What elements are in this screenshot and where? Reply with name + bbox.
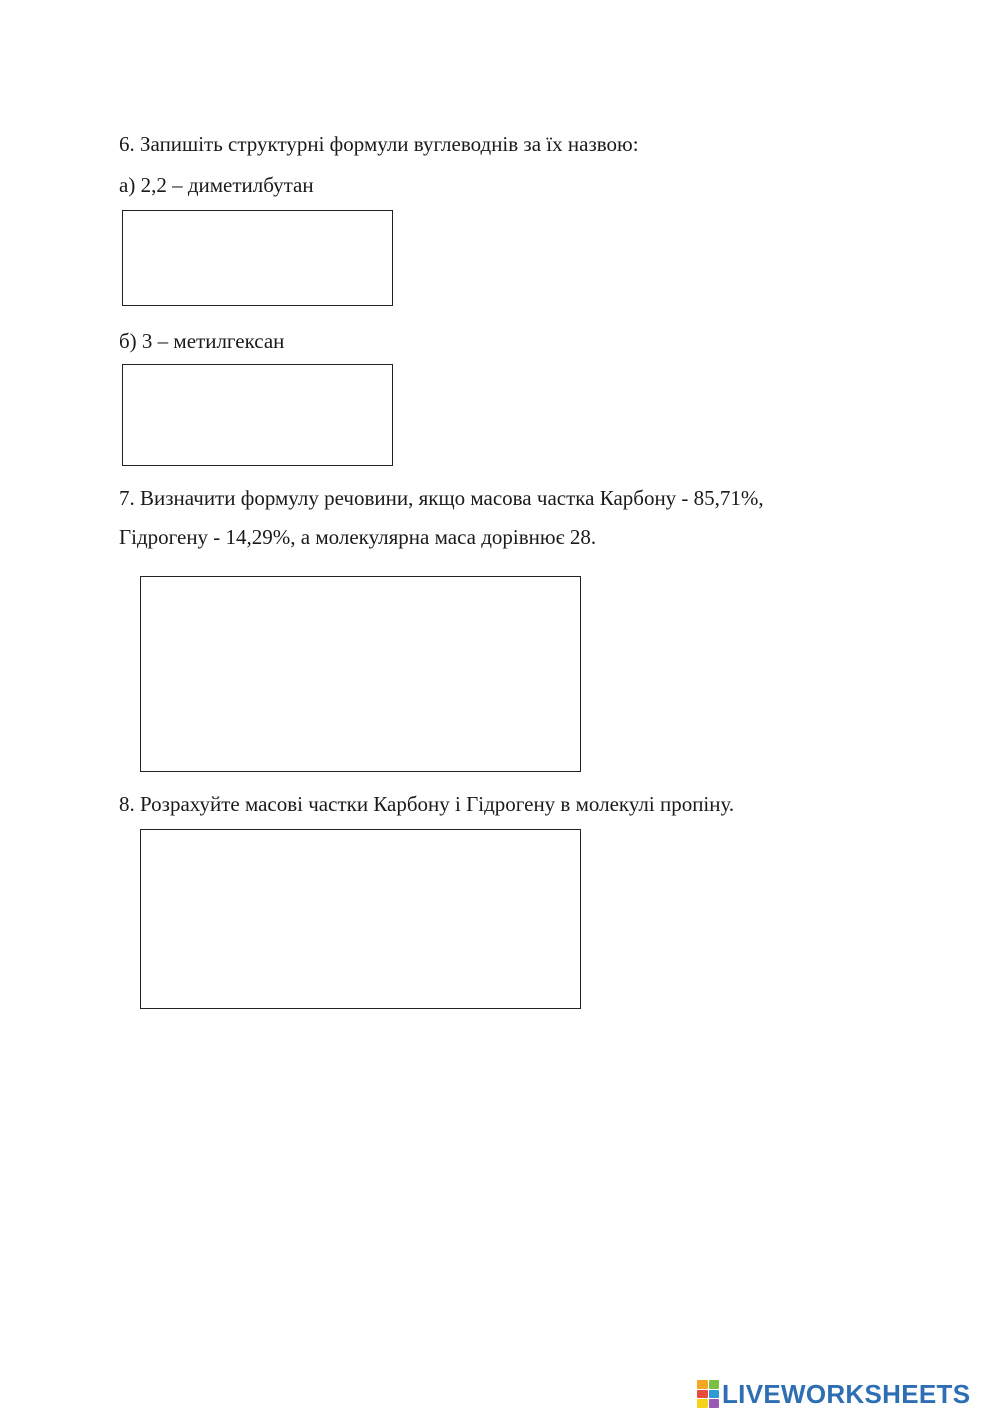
answer-box-7[interactable]	[140, 576, 581, 772]
question-7-line1: 7. Визначити формулу речовини, якщо масова частка Карбону - 85,71%,	[119, 486, 764, 510]
answer-box-8[interactable]	[140, 829, 581, 1009]
liveworksheets-logo	[697, 1378, 970, 1410]
liveworksheets-logo-text: LIVEWORKSHEETS	[722, 1378, 971, 1409]
question-8-prompt: 8. Розрахуйте масові частки Карбону і Гідрогену в молекулі пропіну.	[119, 792, 735, 816]
question-6a-label: а) 2,2 – диметилбутан	[119, 173, 314, 197]
question-6-prompt: 6. Запишіть структурні формули вуглеводнів за їх назвою:	[119, 132, 639, 156]
question-6b-label: б) 3 – метилгексан	[119, 329, 285, 353]
liveworksheets-logo-icon	[697, 1380, 719, 1408]
answer-box-6b[interactable]	[122, 364, 393, 466]
question-7-line2: Гідрогену - 14,29%, а молекулярна маса дорівнює 28.	[119, 525, 597, 549]
answer-box-6a[interactable]	[122, 210, 393, 306]
